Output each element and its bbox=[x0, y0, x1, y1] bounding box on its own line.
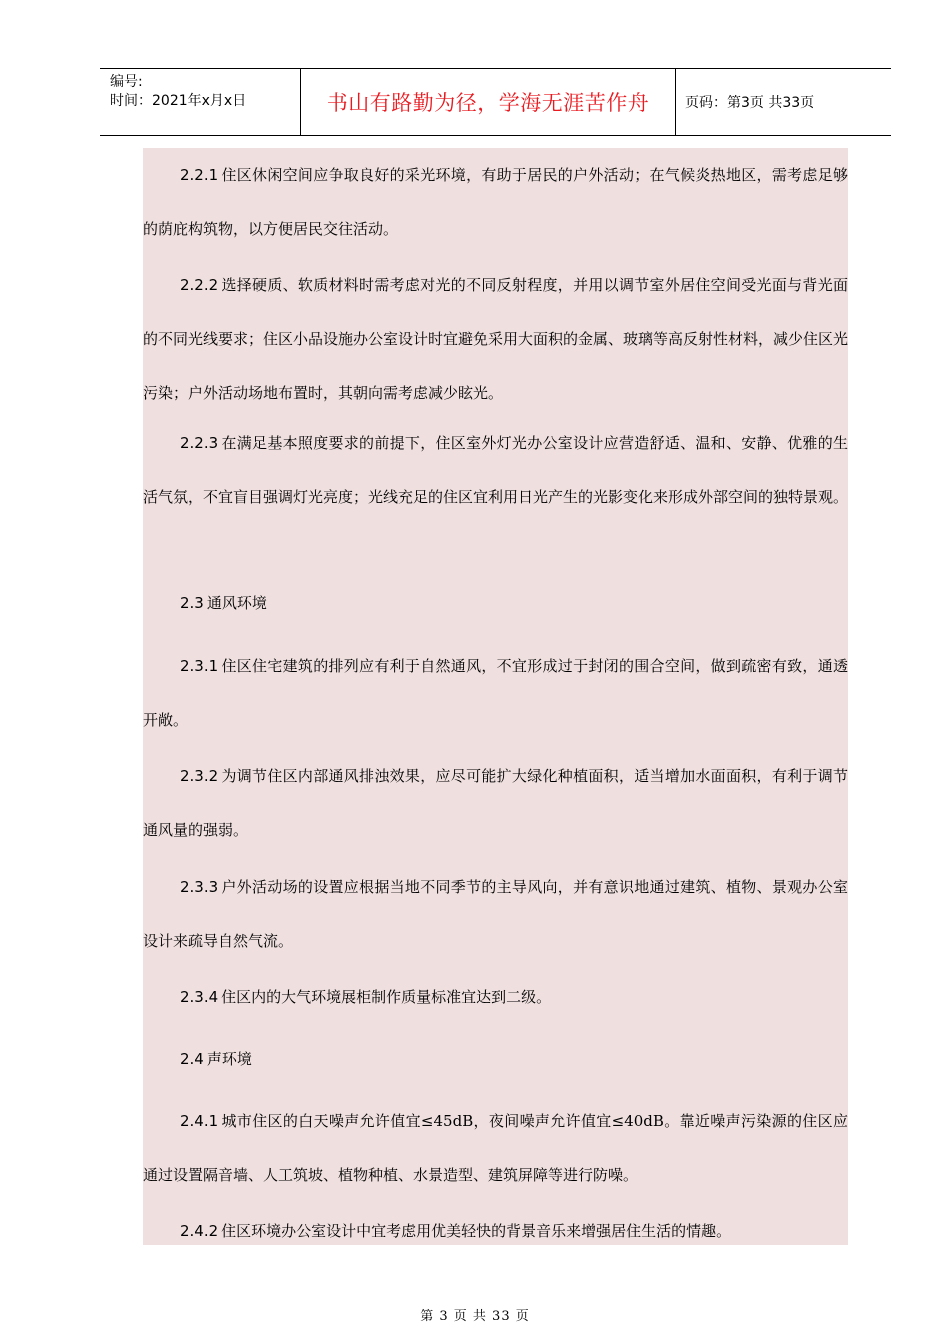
heading-text: 声环境 bbox=[206, 1050, 252, 1068]
paragraph-2-3-4 bbox=[143, 970, 848, 1024]
document-body bbox=[143, 148, 848, 1245]
paragraph-2-3-1 bbox=[143, 639, 848, 747]
paragraph-2-3-2 bbox=[143, 749, 848, 857]
paragraph-2-4-1 bbox=[143, 1094, 848, 1202]
section-number: 2.3.4 bbox=[180, 988, 219, 1006]
time-label: 时间：2021年x月x日 bbox=[110, 93, 247, 109]
paragraph-text: 住区休闲空间应争取良好的采光环境，有助于居民的户外活动；在气候炎热地区，需考虑足够的荫庇构筑物，以方便居民交往活动。 bbox=[143, 166, 848, 238]
header-motto: 书山有路勤为径，学海无涯苦作舟 bbox=[301, 69, 676, 135]
paragraph-text: 住区环境办公室设计中宜考虑用优美轻快的背景音乐来增强居住生活的情趣。 bbox=[221, 1222, 732, 1240]
paragraph-2-2-2 bbox=[143, 258, 848, 420]
paragraph-text: 住区内的大气环境展柜制作质量标准宜达到二级。 bbox=[221, 988, 552, 1006]
section-number: 2.3.2 bbox=[180, 767, 219, 785]
paragraph-2-2-1 bbox=[143, 148, 848, 256]
page-footer: 第 3 页 共 33 页 bbox=[420, 1309, 530, 1324]
header-meta bbox=[100, 69, 301, 135]
section-number: 2.2.3 bbox=[180, 434, 219, 452]
paragraph-text: 在满足基本照度要求的前提下，住区室外灯光办公室设计应营造舒适、温和、安静、优雅的生活气氛，不宜盲目强调灯光亮度；光线充足的住区宜利用日光产生的光影变化来形成外部空间的独特景观。 bbox=[143, 434, 849, 506]
section-number: 2.3.3 bbox=[180, 878, 219, 896]
paragraph-text: 城市住区的白天噪声允许值宜≤45dB，夜间噪声允许值宜≤40dB。靠近噪声污染源的住区应通过设置隔音墙、人工筑坡、植物种植、水景造型、建筑屏障等进行防噪。 bbox=[143, 1112, 848, 1184]
page-header bbox=[100, 68, 891, 136]
paragraph-text: 住区住宅建筑的排列应有利于自然通风，不宜形成过于封闭的围合空间，做到疏密有致，通透开敞。 bbox=[143, 657, 848, 729]
paragraph-text: 为调节住区内部通风排浊效果，应尽可能扩大绿化种植面积，适当增加水面面积，有利于调节通风量的强弱。 bbox=[143, 767, 848, 839]
section-number: 2.3.1 bbox=[180, 657, 219, 675]
header-page-info: 页码：第3页 共33页 bbox=[685, 95, 815, 111]
heading-text: 通风环境 bbox=[206, 594, 267, 612]
paragraph-2-4-2 bbox=[143, 1204, 848, 1258]
section-number: 2.3 bbox=[180, 594, 204, 612]
paragraph-text: 户外活动场的设置应根据当地不同季节的主导风向，并有意识地通过建筑、植物、景观办公室设计来疏导自然气流。 bbox=[143, 878, 848, 950]
section-number: 2.2.2 bbox=[180, 276, 219, 294]
paragraph-text: 选择硬质、软质材料时需考虑对光的不同反射程度，并用以调节室外居住空间受光面与背光面的不同光线要求；住区小品设施办公室设计时宜避免采用大面积的金属、玻璃等高反射性材料，减少住区光污染；户外活动场地布置时，其朝向需考虑减少眩光。 bbox=[143, 276, 849, 402]
paragraph-2-2-3 bbox=[143, 416, 848, 524]
section-number: 2.4 bbox=[180, 1050, 204, 1068]
heading-2-3 bbox=[143, 576, 848, 630]
serial-label: 编号: bbox=[110, 74, 143, 90]
section-number: 2.2.1 bbox=[180, 166, 219, 184]
section-number: 2.4.2 bbox=[180, 1222, 219, 1240]
heading-2-4 bbox=[143, 1032, 848, 1086]
section-number: 2.4.1 bbox=[180, 1112, 219, 1130]
paragraph-2-3-3 bbox=[143, 860, 848, 968]
